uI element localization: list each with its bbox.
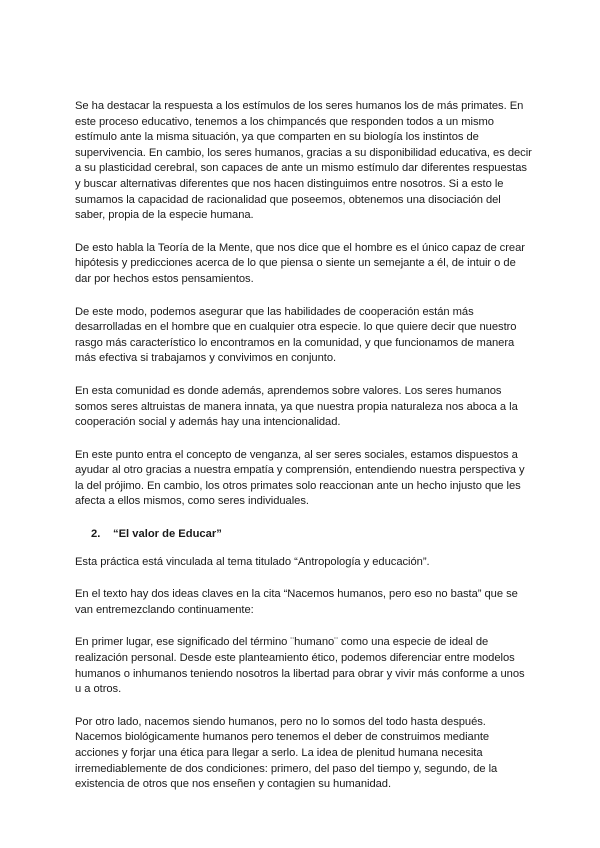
paragraph-estimulos: Se ha destacar la respuesta a los estímulos de los seres humanos los de más primates. En este proceso educativo, tenemos a los chimpancés que responden todos a un mismo estímulo ante la misma situación, ya que comparten en su biología los instintos de supervivencia. En cambio, los seres humanos, gracias a su disponibilidad educativa, es decir a su plasticidad cerebral, son capaces de ante un mismo estímulo dar diferentes respuestas y buscar alternativas diferentes que nos hacen distinguimos entre nosotros. Si a esto le sumamos la capacidad de racionalidad que poseemos, obtenemos una disociación del saber, propia de la especie humana. (75, 100, 532, 222)
paragraph-venganza: En este punto entra el concepto de venganza, al ser seres sociales, estamos dispuestos a ayudar al otro gracias a nuestra empatía y comprensión, entendiendo nuestra perspectiva y la del prójimo. En cambio, los otros primates solo reaccionan ante un hecho injusto que les afecta a ellos mismos, como seres individuales. (75, 448, 525, 508)
paragraph-teoria-mente: De esto habla la Teoría de la Mente, que nos dice que el hombre es el único capaz de crear hipótesis y predicciones acerca de lo que piensa o siente un semejante a él, de intuir o de dar por hechos estos pensamientos. (75, 241, 525, 285)
paragraph-primer-lugar: En primer lugar, ese significado del término ¨humano¨ como una especie de ideal de realización personal. Desde este planteamiento ético, podemos diferenciar entre modelos humanos o inhumanos teniendo nosotros la libertad para obrar y vivir más conforme a unos u a otros. (75, 636, 525, 696)
paragraph-otro-lado: Por otro lado, nacemos siendo humanos, pero no lo somos del todo hasta después. Nacemos biológicamente humanos pero tenemos el deber de construimos mediante acciones y forjar una ética para llegar a serlo. La idea de plenitud humana necesita irremediablemente de dos condiciones: primero, del paso del tiempo y, segundo, de la existencia de otros que nos enseñen y contagien su humanidad. (75, 715, 498, 791)
document-body (75, 99, 533, 810)
paragraph-cooperacion: De este modo, podemos asegurar que las habilidades de cooperación están más desarrolladas en el hombre que en cualquier otra especie. lo que quiere decir que nuestro rasgo más característico lo encontramos en la comunidad, y que funcionamos de manera más efectiva si trabajamos y convivimos en conjunto. (75, 305, 517, 365)
paragraph-ideas-claves: En el texto hay dos ideas claves en la cita “Nacemos humanos, pero eso no basta” que se van entremezclando continuamente: (75, 588, 518, 616)
section-number: 2. (91, 528, 101, 541)
paragraph-valores: En esta comunidad es donde además, aprendemos sobre valores. Los seres humanos somos seres altruistas de manera innata, ya que nuestra propia naturaleza nos aboca a la cooperación social y además hay una intencionalidad. (75, 384, 518, 429)
section-heading (75, 527, 533, 543)
section-title: “El valor de Educar” (113, 528, 222, 541)
paragraph-practica: Esta práctica está vinculada al tema titulado “Antropología y educación”. (75, 555, 430, 568)
